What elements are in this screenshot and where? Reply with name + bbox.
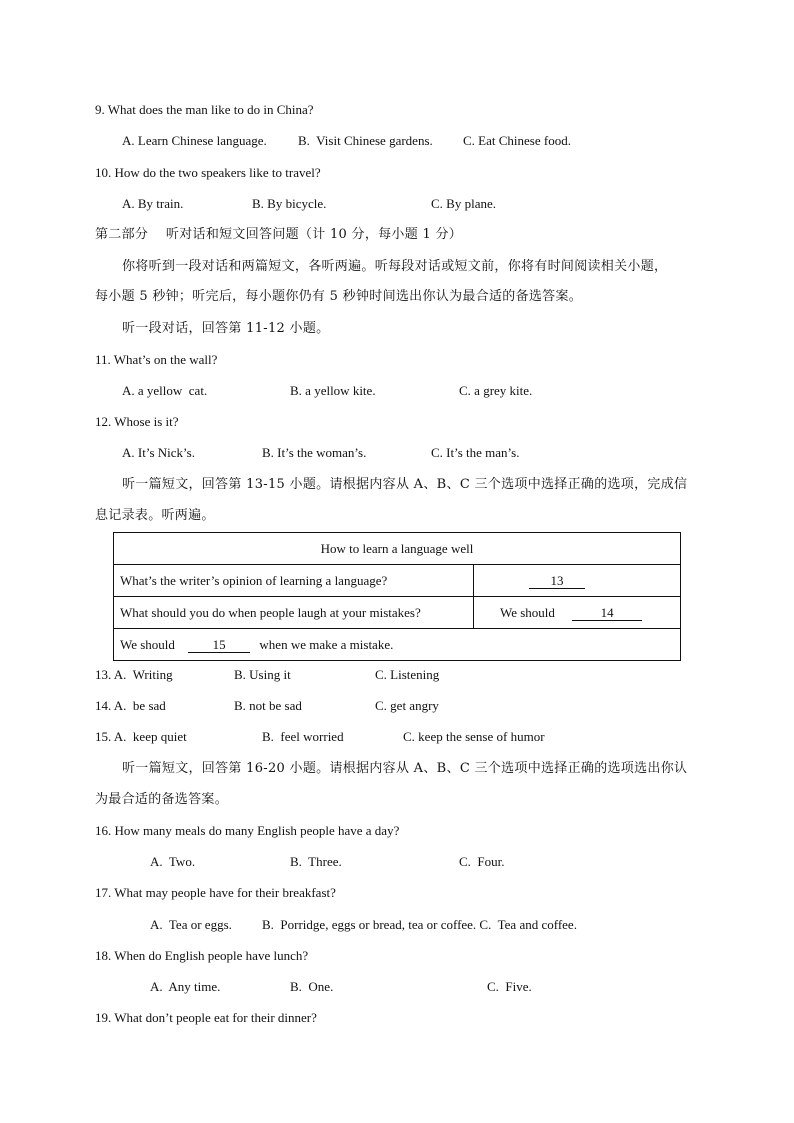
row2-we-should: We should [500,604,555,620]
q13-option-a: 13. A. Writing [95,667,173,682]
q13-option-b: B. Using it [234,667,291,682]
row3-we-should: We should [120,636,175,652]
q18-option-b: B. One. [290,979,334,994]
q11-option-b: B. a yellow kite. [290,383,376,398]
q17-option-a: A. Tea or eggs. [150,917,232,932]
q12-option-a: A. It’s Nick’s. [122,445,195,460]
table-row3 [114,629,681,661]
q10-stem: 10. How do the two speakers like to travel? [95,165,321,180]
table-row1-question: What’s the writer’s opinion of learning a language? [114,565,474,597]
q15-option-b: B. feel worried [262,729,344,744]
table-row2-answer [474,597,681,629]
q10-option-a: A. By train. [122,196,184,211]
q16-option-a: A. Two. [150,854,196,869]
q10-option-b: B. By bicycle. [252,196,327,211]
q16-option-b: B. Three. [290,854,342,869]
passage1-intro-line2: 息记录表。听两遍。 [95,508,215,523]
q9-stem: 9. What does the man like to do in China? [95,102,314,117]
table-row2-question: What should you do when people laugh at your mistakes? [114,597,474,629]
q15-option-c: C. keep the sense of humor [403,729,545,744]
q9-option-b: B. Visit Chinese gardens. [298,133,433,148]
table-row1-answer [474,565,681,597]
q14-option-c: C. get angry [375,698,439,713]
blank-13: 13 [529,574,585,589]
q17-options-b-c: B. Porridge, eggs or bread, tea or coffee. C. Tea and coffee. [262,917,577,932]
dialog-intro: 听一段对话，回答第 11-12 小题。 [122,321,330,336]
blank-14: 14 [572,606,642,621]
part2-heading: 第二部分 听对话和短文回答问题（计 10 分，每小题 1 分） [95,227,463,242]
q11-stem: 11. What’s on the wall? [95,352,218,367]
q12-option-b: B. It’s the woman’s. [262,445,367,460]
q17-stem: 17. What may people have for their breakfast? [95,885,336,900]
q9-option-c: C. Eat Chinese food. [463,133,571,148]
passage2-intro-line1: 听一篇短文，回答第 16-20 小题。请根据内容从 A、B、C 三个选项中选择正确的选项选出你认 [122,761,688,776]
q19-stem: 19. What don’t people eat for their dinner? [95,1010,317,1025]
q16-stem: 16. How many meals do many English people have a day? [95,823,400,838]
row3-suffix: when we make a mistake. [259,636,394,652]
q18-option-c: C. Five. [487,979,532,994]
q14-option-b: B. not be sad [234,698,302,713]
q11-option-a: A. a yellow cat. [122,383,208,398]
q18-option-a: A. Any time. [150,979,221,994]
q9-option-a: A. Learn Chinese language. [122,133,267,148]
part2-instruction-line1: 你将听到一段对话和两篇短文，各听两遍。听每段对话或短文前，你将有时间阅读相关小题， [122,259,668,274]
q14-option-a: 14. A. be sad [95,698,166,713]
table-title: How to learn a language well [114,533,681,565]
info-record-table [113,532,681,661]
q12-stem: 12. Whose is it? [95,414,179,429]
q15-option-a: 15. A. keep quiet [95,729,187,744]
q11-option-c: C. a grey kite. [459,383,533,398]
q18-stem: 18. When do English people have lunch? [95,948,309,963]
q10-option-c: C. By plane. [431,196,496,211]
q16-option-c: C. Four. [459,854,505,869]
q13-option-c: C. Listening [375,667,440,682]
part2-instruction-line2: 每小题 5 秒钟；听完后，每小题你仍有 5 秒钟时间选出你认为最合适的备选答案。 [95,289,583,304]
passage1-intro-line1: 听一篇短文，回答第 13-15 小题。请根据内容从 A、B、C 三个选项中选择正确的选项，完成信 [122,477,688,492]
passage2-intro-line2: 为最合适的备选答案。 [95,792,229,807]
q12-option-c: C. It’s the man’s. [431,445,520,460]
blank-15: 15 [188,638,250,653]
